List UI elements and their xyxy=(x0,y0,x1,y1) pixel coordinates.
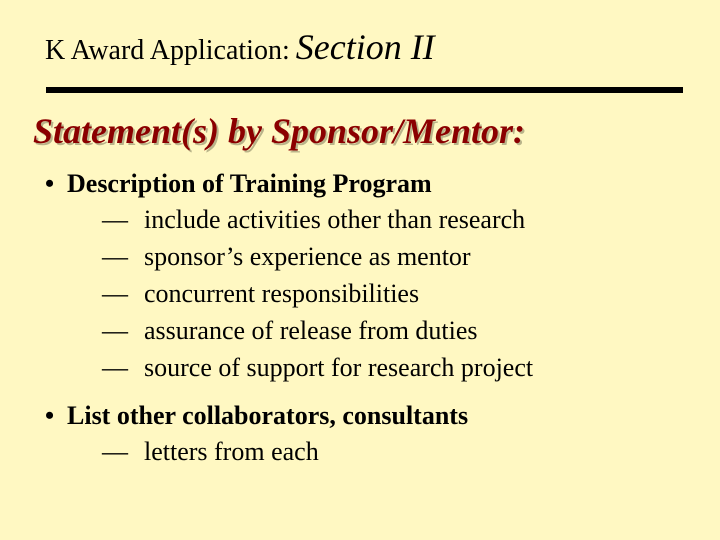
title-divider xyxy=(46,87,683,93)
sub-item-text: include activities other than research xyxy=(144,205,526,234)
sub-item xyxy=(102,275,533,312)
dash-glyph: — xyxy=(102,353,128,382)
sub-item xyxy=(102,433,533,470)
title-text: K Award Application: xyxy=(45,35,290,66)
bullet-group-collaborators xyxy=(45,398,533,470)
sub-item-text: letters from each xyxy=(144,437,319,466)
slide-title xyxy=(45,26,435,68)
dash-glyph: — xyxy=(102,437,128,466)
sub-item-text: concurrent responsibilities xyxy=(144,279,420,308)
bullet-item xyxy=(45,398,533,433)
sub-item-text: source of support for research project xyxy=(144,353,534,382)
bullet-item xyxy=(45,166,533,201)
dash-glyph: — xyxy=(102,316,128,345)
section-label: Section II xyxy=(295,27,435,67)
bullet-group-training xyxy=(45,166,533,386)
sub-item-text: sponsor’s experience as mentor xyxy=(144,242,471,271)
bullet-glyph: • xyxy=(45,169,55,198)
sub-list xyxy=(102,201,533,386)
dash-glyph: — xyxy=(102,242,128,271)
bullet-text: Description of Training Program xyxy=(67,169,432,198)
dash-glyph: — xyxy=(102,279,128,308)
sub-item xyxy=(102,312,533,349)
sub-item xyxy=(102,201,533,238)
bullet-glyph: • xyxy=(45,401,55,430)
sub-list xyxy=(102,433,533,470)
sub-item xyxy=(102,238,533,275)
dash-glyph: — xyxy=(102,205,128,234)
slide-subtitle: Statement(s) by Sponsor/Mentor: xyxy=(33,111,526,151)
bullet-text: List other collaborators, consultants xyxy=(67,401,469,430)
bullet-list xyxy=(45,166,533,470)
sub-item-text: assurance of release from duties xyxy=(144,316,478,345)
sub-item xyxy=(102,349,533,386)
